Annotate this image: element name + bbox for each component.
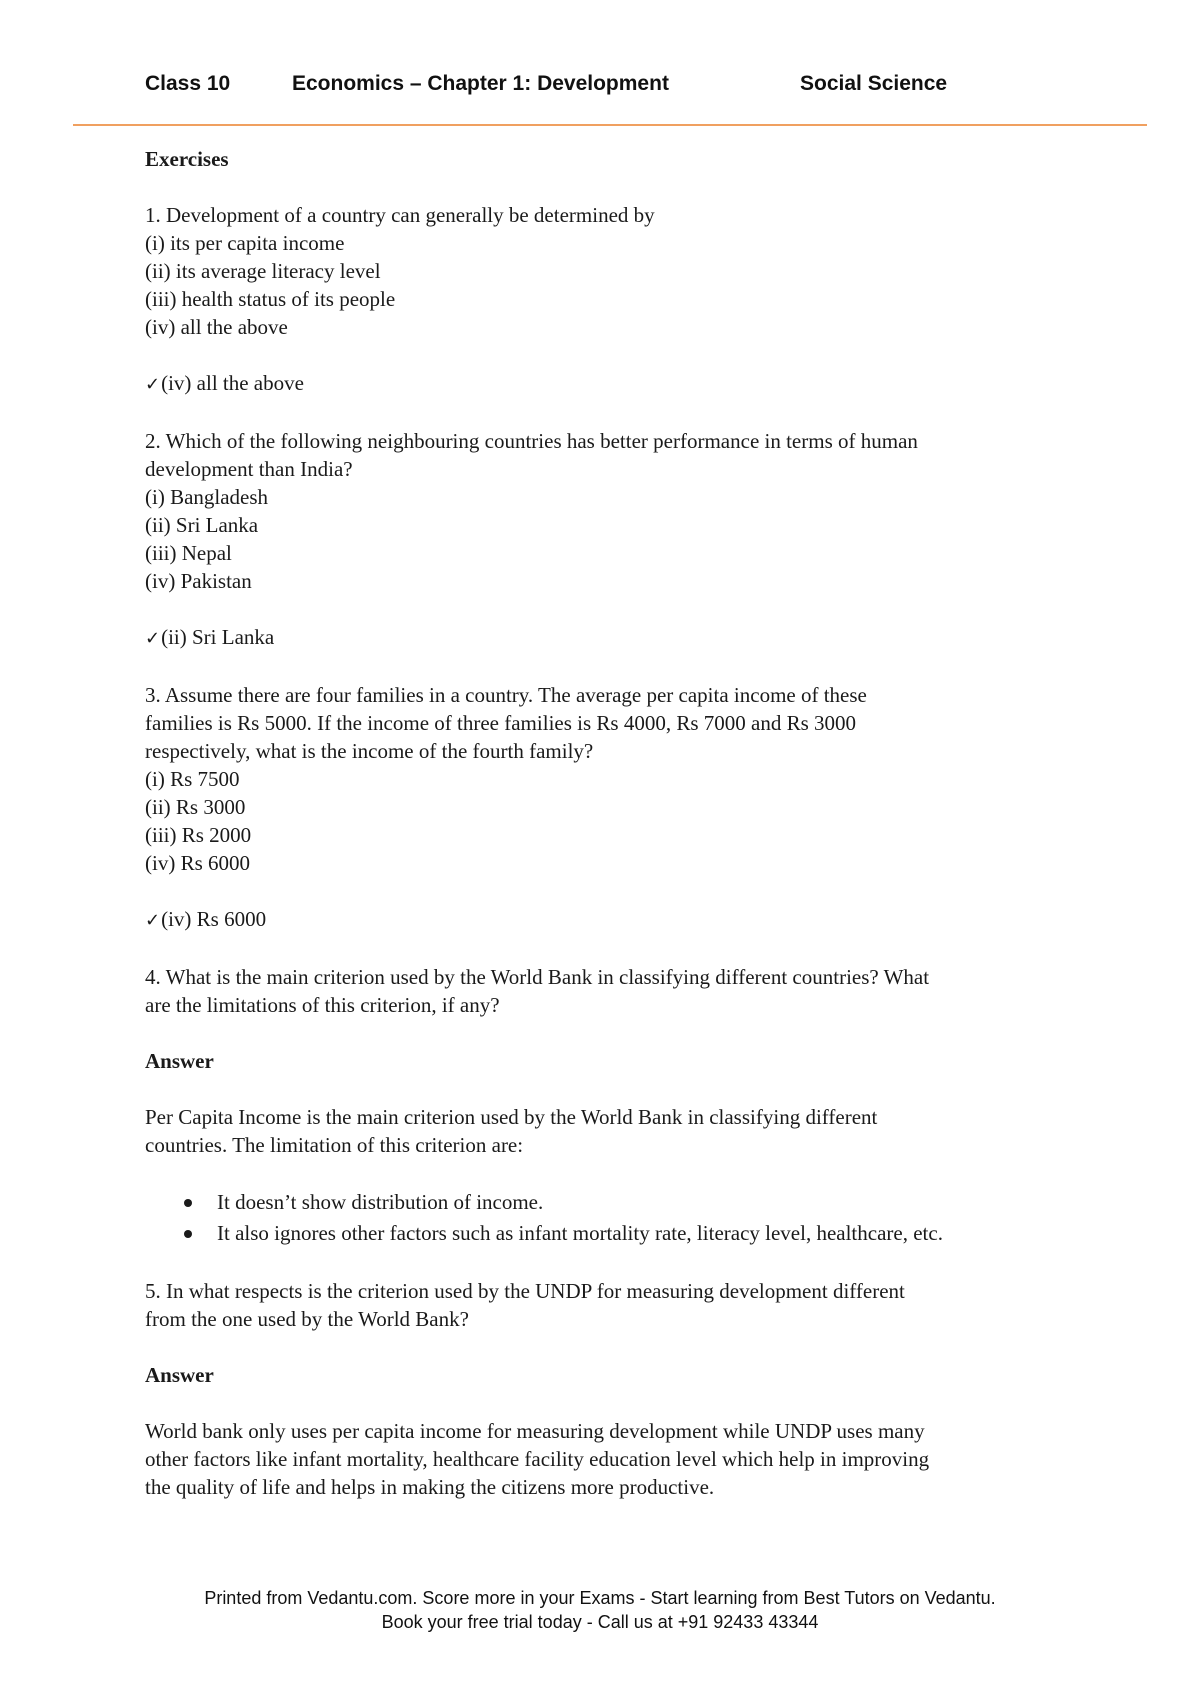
spacer xyxy=(145,1333,1085,1361)
question-2-option-1: (i) Bangladesh xyxy=(145,485,269,509)
question-2-text-line-2: development than India? xyxy=(145,457,353,481)
question-2-option-3: (iii) Nepal xyxy=(145,541,232,565)
spacer xyxy=(145,1249,1085,1277)
exercise-content xyxy=(145,145,1085,1501)
page-footer xyxy=(0,1586,1200,1634)
spacer xyxy=(145,877,1085,905)
spacer xyxy=(145,341,1085,369)
question-3-option-2: (ii) Rs 3000 xyxy=(145,795,246,819)
question-2-option-2: (ii) Sri Lanka xyxy=(145,513,259,537)
class-label: Class 10 xyxy=(145,72,231,95)
subject-label: Social Science xyxy=(800,72,948,95)
question-5-answer-label: Answer xyxy=(145,1363,214,1387)
limitation-2-text: It also ignores other factors such as infant mortality rate, literacy level, healthcare, etc. xyxy=(217,1221,943,1245)
chapter-title: Economics – Chapter 1: Development xyxy=(292,72,669,95)
question-1-option-2: (ii) its average literacy level xyxy=(145,259,381,283)
question-5-answer-line-3: the quality of life and helps in making the citizens more productive. xyxy=(145,1475,715,1499)
question-3-option-1: (i) Rs 7500 xyxy=(145,767,240,791)
bullet-icon xyxy=(184,1230,192,1238)
question-2-answer-text: (ii) Sri Lanka xyxy=(161,625,275,649)
question-1-option-4: (iv) all the above xyxy=(145,315,288,339)
question-1-answer xyxy=(145,369,1085,399)
spacer xyxy=(145,935,1085,963)
question-3-text-line-1: 3. Assume there are four families in a country. The average per capita income of these xyxy=(145,683,867,707)
checkmark-icon: ✓ xyxy=(145,628,161,649)
limitation-1-text: It doesn’t show distribution of income. xyxy=(217,1190,544,1214)
question-2-option-4: (iv) Pakistan xyxy=(145,569,252,593)
spacer xyxy=(145,399,1085,427)
limitations-list xyxy=(145,1187,1085,1249)
question-4-text-line-2: are the limitations of this criterion, if any? xyxy=(145,993,500,1017)
question-3-text-line-3: respectively, what is the income of the fourth family? xyxy=(145,739,594,763)
question-4-answer-line-2: countries. The limitation of this criterion are: xyxy=(145,1133,524,1157)
spacer xyxy=(145,1075,1085,1103)
checkmark-icon: ✓ xyxy=(145,374,161,395)
question-1-option-1: (i) its per capita income xyxy=(145,231,345,255)
question-5-text-line-2: from the one used by the World Bank? xyxy=(145,1307,469,1331)
bullet-icon xyxy=(184,1199,192,1207)
footer-line-1: Printed from Vedantu.com. Score more in your Exams - Start learning from Best Tutors on Vedantu. xyxy=(204,1588,996,1608)
spacer xyxy=(145,1159,1085,1187)
question-4-answer-label: Answer xyxy=(145,1049,214,1073)
spacer xyxy=(145,173,1085,201)
list-item xyxy=(145,1187,1085,1218)
spacer xyxy=(145,1389,1085,1417)
question-5-text-line-1: 5. In what respects is the criterion used by the UNDP for measuring development different xyxy=(145,1279,905,1303)
spacer xyxy=(145,595,1085,623)
question-5-answer-line-1: World bank only uses per capita income for measuring development while UNDP uses many xyxy=(145,1419,925,1443)
question-5-answer-line-2: other factors like infant mortality, healthcare facility education level which help in improving xyxy=(145,1447,930,1471)
footer-line-2: Book your free trial today - Call us at +91 92433 43344 xyxy=(381,1612,819,1632)
question-3-answer-text: (iv) Rs 6000 xyxy=(161,907,267,931)
list-item xyxy=(145,1218,1085,1249)
spacer xyxy=(145,653,1085,681)
question-3-answer xyxy=(145,905,1085,935)
spacer xyxy=(145,1019,1085,1047)
question-2-text-line-1: 2. Which of the following neighbouring countries has better performance in terms of human xyxy=(145,429,918,453)
question-1-answer-text: (iv) all the above xyxy=(161,371,304,395)
header-divider xyxy=(73,124,1147,126)
checkmark-icon: ✓ xyxy=(145,910,161,931)
question-3-option-4: (iv) Rs 6000 xyxy=(145,851,250,875)
question-3-text-line-2: families is Rs 5000. If the income of three families is Rs 4000, Rs 7000 and Rs 3000 xyxy=(145,711,857,735)
question-4-text-line-1: 4. What is the main criterion used by the World Bank in classifying different countries? What xyxy=(145,965,930,989)
question-3-option-3: (iii) Rs 2000 xyxy=(145,823,252,847)
exercises-title: Exercises xyxy=(145,147,229,171)
question-2-answer xyxy=(145,623,1085,653)
question-1-option-3: (iii) health status of its people xyxy=(145,287,396,311)
question-4-answer-line-1: Per Capita Income is the main criterion used by the World Bank in classifying different xyxy=(145,1105,878,1129)
question-1-text: 1. Development of a country can generally be determined by xyxy=(145,203,655,227)
